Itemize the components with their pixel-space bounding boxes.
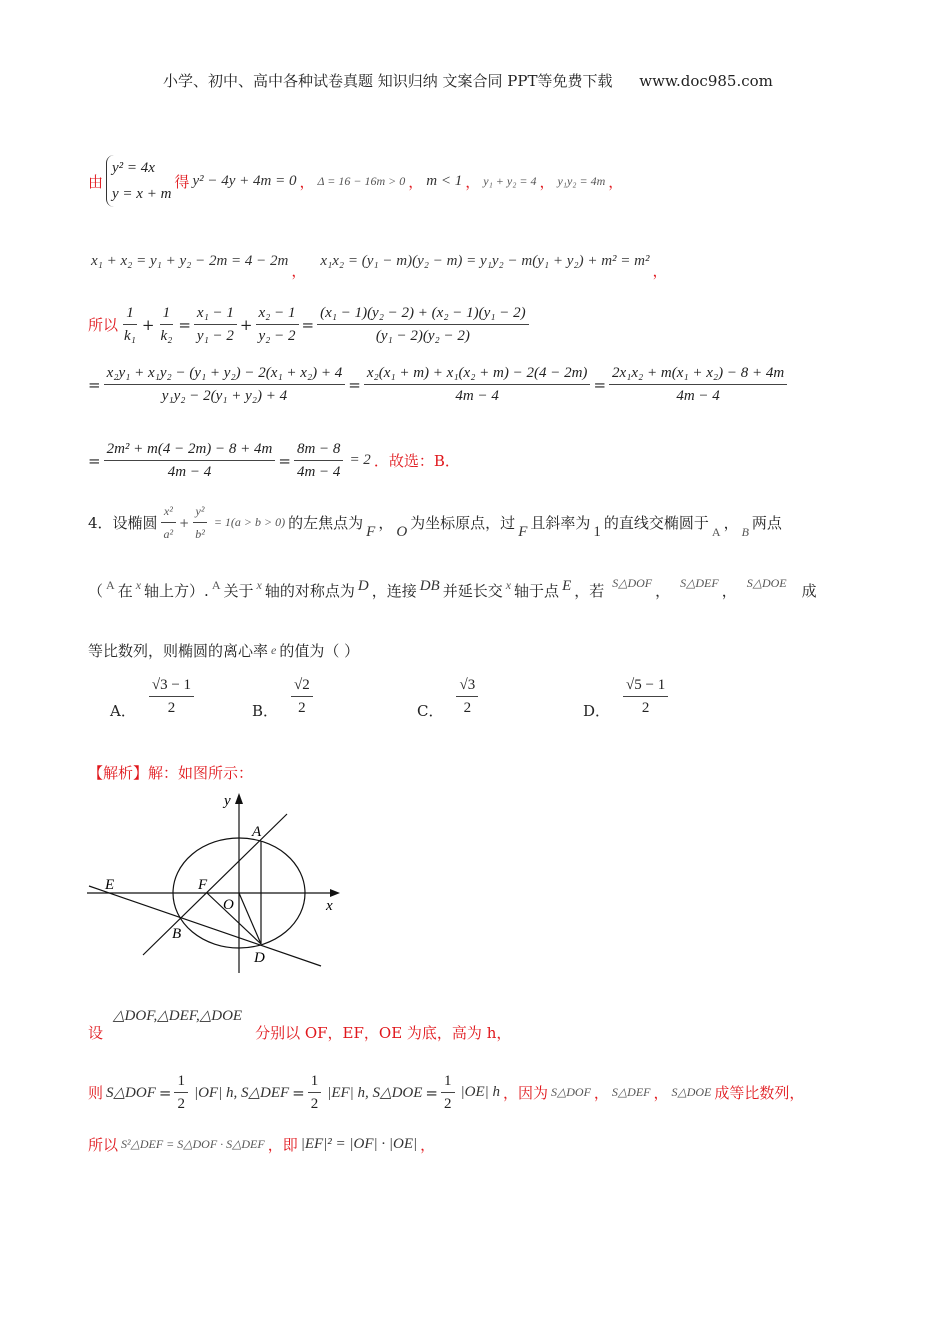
text: 的值为（ ） (279, 642, 360, 660)
equals: = (88, 451, 101, 470)
denominator: y₁y₂ − 2(y₁ + y₂) + 4 (161, 388, 288, 404)
fraction-half (308, 1070, 322, 1115)
label-e: E (105, 877, 115, 893)
option-label: D． (583, 702, 611, 720)
m-condition: m < 1 (426, 172, 463, 189)
numerator: x₂ − 1 (256, 302, 299, 325)
text-you: 由 (88, 172, 104, 191)
comma: ， (608, 172, 624, 191)
line-af (143, 814, 287, 955)
denominator: 2 (177, 1096, 185, 1112)
text: 轴上方）. (144, 582, 209, 600)
denominator: a² (163, 527, 174, 541)
label-a: A (252, 824, 262, 840)
text: 在 (117, 582, 133, 600)
equals: = (278, 451, 291, 470)
answer-text: ．故选：B． (373, 452, 460, 470)
text: ， (655, 582, 671, 600)
text: 两点 (751, 514, 782, 532)
analysis-title: 【解析】 (88, 764, 149, 782)
denominator: b² (195, 527, 205, 541)
triangles: △DOF,△DEF,△DOE (113, 1008, 243, 1024)
label-d: D (254, 950, 265, 966)
math-var: x (135, 578, 142, 592)
comma: ， (420, 1136, 436, 1154)
segment-od (239, 893, 261, 944)
equals: = (292, 1083, 305, 1102)
denominator: 2 (444, 1096, 452, 1112)
text: 成 (801, 582, 817, 600)
denominator: 2 (463, 700, 472, 716)
solution-step-3 (88, 1134, 435, 1155)
numerator: √5 − 1 (623, 674, 668, 697)
text: 的左焦点为 (288, 514, 364, 532)
label-x: x (326, 898, 333, 914)
fraction-half (174, 1070, 188, 1115)
math-var: x (505, 578, 512, 592)
text-suoyi: 所以 (88, 316, 119, 334)
text: 的直线交椭圆于 (603, 514, 709, 532)
label-f: F (198, 877, 208, 893)
text: ，连接 (371, 582, 417, 600)
math-var: O (396, 524, 408, 540)
option-label: C． (417, 702, 444, 720)
numerator: 8m − 8 (294, 438, 343, 461)
plus: + (239, 315, 253, 334)
label-b: B (172, 926, 182, 942)
math-var: E (562, 578, 572, 594)
area-expression: |EF| h, S△DOE (327, 1085, 423, 1101)
equals: = (88, 375, 101, 394)
option-label: B． (252, 702, 279, 720)
text: ，若 (574, 582, 605, 600)
comma: ， (299, 172, 315, 191)
y-axis-arrow (235, 793, 243, 804)
analysis-intro: 解：如图所示： (148, 764, 254, 782)
plus: + (179, 515, 190, 530)
numerator: 1 (308, 1070, 322, 1093)
numerator: 2m² + m(4 − 2m) − 8 + 4m (104, 438, 276, 461)
numerator: √3 − 1 (149, 674, 194, 697)
numerator: 1 (160, 302, 174, 325)
denominator: 4m − 4 (296, 464, 341, 480)
math-var: 1 (593, 524, 601, 540)
header-text: 小学、初中、高中各种试卷真题 知识归纳 文案合同 PPT等免费下载 (163, 72, 613, 90)
text-suoyi: 所以 (88, 1136, 119, 1154)
area-term: S△DOE (746, 576, 787, 590)
text-ze: 则 (88, 1084, 104, 1102)
numerator: 1 (174, 1070, 188, 1093)
denominator: 2 (167, 700, 176, 716)
comma: ， (291, 262, 307, 280)
denominator: y₂ − 2 (258, 328, 296, 344)
math-var: A (711, 525, 721, 539)
area-term: S△DOF (612, 576, 653, 590)
text: ， (723, 514, 739, 532)
comma: ， (539, 172, 555, 191)
denominator: 4m − 4 (455, 388, 499, 404)
area-expression: |OF| h, S△DEF (193, 1085, 290, 1101)
area-expression: |OE| h (460, 1084, 500, 1100)
discriminant: Δ = 16 − 16m > 0 (317, 173, 406, 188)
length-relation: |EF|² = |OF| · |OE| (300, 1136, 418, 1152)
denominator: 4m − 4 (676, 388, 720, 404)
numerator: x₁ − 1 (194, 302, 237, 325)
numerator: x₂(x₁ + m) + x₁(x₂ + m) − 2(4 − 2m) (364, 362, 591, 385)
math-var: B (741, 525, 749, 539)
text: 成等比数列， (714, 1084, 805, 1102)
x-sum-eq: x₁ + x₂ = y₁ + y₂ − 2m = 4 − 2m (91, 253, 289, 269)
math-var: F (366, 524, 376, 540)
area-relation: S²△DEF = S△DOF · S△DEF (121, 1137, 265, 1151)
text: 轴的对称点为 (264, 582, 355, 600)
text: 且斜率为 (530, 514, 591, 532)
y-sum: y₁ + y₂ = 4 (483, 173, 537, 188)
denominator: k₂ (160, 328, 173, 344)
question-number: 4．设椭圆 (88, 514, 158, 532)
fraction-half (441, 1070, 455, 1115)
system-eq-1: y² = 4x (112, 160, 155, 176)
x-axis-arrow (330, 889, 340, 897)
numerator: √3 (456, 674, 478, 697)
numerator: √2 (291, 674, 313, 697)
math-var: A (106, 578, 115, 592)
text: ， (721, 582, 737, 600)
equals: = (301, 315, 315, 334)
denominator: 2 (641, 700, 650, 716)
solution-step-2 (88, 1070, 804, 1115)
numerator: 1 (441, 1070, 455, 1093)
text: ，即 (267, 1136, 298, 1154)
line-ed (89, 886, 321, 966)
text: 为坐标原点，过 (410, 514, 516, 532)
equals: = (425, 1083, 438, 1102)
plus: + (141, 315, 155, 334)
denominator: 2 (298, 700, 306, 716)
text-she: 设 (88, 1024, 104, 1042)
solution-step-1 (88, 1006, 511, 1043)
area-term: S△DEF (680, 576, 719, 590)
ellipse-condition: = 1(a > b > 0) (213, 515, 286, 529)
header-url[interactable]: www.doc985.com (639, 72, 773, 90)
denominator: y₁ − 2 (196, 328, 234, 344)
text: ，因为 (503, 1084, 549, 1102)
text: 轴于点 (514, 582, 560, 600)
math-var: A (211, 578, 221, 592)
math-var: x (256, 578, 262, 592)
math-var: e (271, 643, 277, 657)
numerator: (x₁ − 1)(y₂ − 2) + (x₂ − 1)(y₁ − 2) (317, 302, 529, 325)
denominator: 2 (310, 1096, 319, 1112)
equals: = (593, 375, 607, 394)
denominator: (y₁ − 2)(y₂ − 2) (375, 328, 470, 344)
numerator: x² (161, 500, 176, 523)
system-eq-2: y = x + m (112, 186, 172, 202)
area-term: S△DOF (106, 1085, 156, 1101)
option-label: A． (110, 702, 136, 720)
text-de: 得 (174, 172, 190, 191)
text: 分别以 OF，EF，OE 为底，高为 h， (255, 1024, 512, 1042)
y-product: y₁y₂ = 4m (557, 173, 606, 188)
denominator: 4m − 4 (167, 464, 212, 480)
text: 并延长交 (442, 582, 503, 600)
equals: = (158, 1083, 172, 1102)
comma: ， (465, 172, 481, 191)
comma: ， (593, 1084, 609, 1102)
x-product-eq: x₁x₂ = (y₁ − m)(y₂ − m) = y₁y₂ − m(y₁ + y₂) + m² = m² (320, 253, 650, 269)
math-var: F (518, 524, 528, 540)
equals: = (348, 375, 361, 394)
label-o: O (223, 897, 234, 913)
numerator: 2x₁x₂ + m(x₁ + x₂) − 8 + 4m (609, 362, 787, 385)
equals: = (178, 315, 191, 334)
area-term: S△DOE (671, 1085, 712, 1099)
math-var: D (357, 578, 369, 594)
label-y: y (224, 793, 231, 809)
numerator: y² (193, 500, 208, 523)
math-var: DB (419, 578, 440, 594)
text: 关于 (223, 582, 254, 600)
area-term: S△DOF (551, 1085, 591, 1099)
text: （ (88, 582, 104, 600)
area-term: S△DEF (611, 1085, 651, 1099)
comma: ， (408, 172, 424, 191)
quadratic-eq: y² − 4y + 4m = 0 (192, 172, 297, 189)
text: ， (378, 514, 394, 532)
denominator: k₁ (124, 328, 136, 344)
comma: ， (653, 1084, 669, 1102)
numerator: 1 (123, 302, 137, 325)
text: 等比数列，则椭圆的离心率 (88, 642, 269, 660)
result: = 2 (349, 452, 371, 468)
comma: ， (652, 262, 668, 280)
numerator: x₂y₁ + x₁y₂ − (y₁ + y₂) − 2(x₁ + x₂) + 4 (104, 362, 346, 385)
